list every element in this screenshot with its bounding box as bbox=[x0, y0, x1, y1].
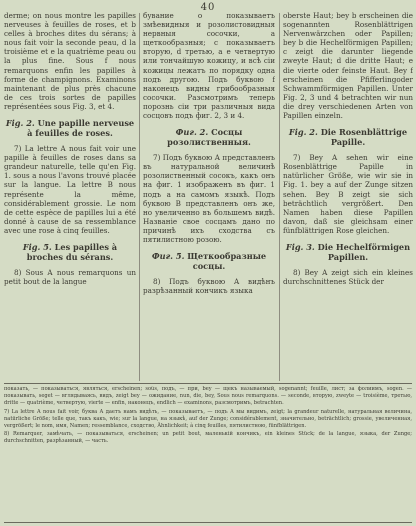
footnote-separator bbox=[4, 383, 412, 384]
russian-fig3-label: Фиг. 5. bbox=[151, 251, 185, 262]
french-paragraph-8: 8) Sous A nous remarquons un petit bout de la langue bbox=[4, 267, 136, 287]
page-number: 40 bbox=[200, 2, 216, 13]
german-fig3-heading bbox=[283, 242, 413, 262]
russian-fig2-title: Сосцы розолиственныя. bbox=[167, 127, 251, 148]
french-fig2-label: Fig. 2. bbox=[5, 118, 35, 129]
french-fig2-title: Une papille nerveuse à feuilles de roses. bbox=[27, 118, 135, 139]
page-bottom-rule bbox=[4, 522, 412, 523]
russian-column bbox=[143, 11, 275, 381]
french-fig3-label: Fig. 5. bbox=[22, 241, 52, 252]
footnote-6: показать, — показываться, являться, erscheinen; soûs, подъ, — при, bey — щекъ называемый, sogenannt; feuille, лист; за фолиимъ, sogen. — показывать, seget — вглядываясь, видъ, zeigt bey — ожидание, nun, die, bey, Sous nous remarquons. — seconde, вторую, zweyte — troisième, третью, dritte — quatrième, четвертую, vierte — enfin, наконецъ, endlich — examinons, разсмотримъ, betrachten. bbox=[4, 386, 412, 407]
russian-fig3-heading bbox=[143, 251, 275, 271]
german-fig3-title: Die Hechelförmigen Papillen. bbox=[317, 241, 411, 262]
french-fig2-heading bbox=[4, 118, 136, 138]
russian-paragraph-8: 8) Подъ буквою А видѣнъ разрѣзанный кончикъ языка bbox=[143, 277, 275, 296]
footnote-7: 7) La lettre A nous fait voir, буква А даетъ намъ видѣть, — показываетъ, — подъ А мы видимъ, zeigt; la grandeur naturelle, натуральная величина, natürliche Größe; telle que, такъ какъ, wie; sur la langue, на языкѣ, auf der Zunge; considérablement, значительно, beträchtlich; grossie, увеличенная, vergrößert; le nom, имя, Namen; ressemblance, сходство, Ähnlichkeit; à cinq feuilles, пятилистною, fünfblättrigen. bbox=[4, 408, 412, 430]
german-fig2-label: Fig. 2. bbox=[288, 127, 318, 138]
russian-paragraph-6: бувание о показываетъ змѣевидныя и розолистовидныя нервныя сосочки, а щеткообразныя; с показываетъ вторую, d третью, а е четвертую или тончайшую кожицу, и всѣ сіи кожицы лежатъ по порядку одна подъ другою. Подъ буквою f наконецъ видны грибообразныя сосочки. Разсмотримъ теперь порознь сіи три различныя вида сосцовъ подъ фиг. 2, 3 и 4. bbox=[143, 11, 275, 121]
column-divider bbox=[279, 13, 280, 381]
german-paragraph-8: 8) Bey A zeigt sich ein kleines durchschnittenes Stück der bbox=[283, 267, 413, 287]
french-fig3-heading bbox=[4, 242, 136, 262]
german-column bbox=[283, 11, 413, 381]
russian-fig2-heading bbox=[143, 127, 275, 147]
russian-paragraph-7: 7) Подъ буквою А представленъ въ натуральной величинѣ розолиственный сосокъ, какъ онъ на фиг. 1 изображенъ въ фиг. 1 подъ а на самомъ языкѣ. Подъ буквою В представленъ онъ же, но увеличенно въ большемъ видѣ. Названіе свое сосцамъ дано по причинѣ ихъ сходства съ пятилистною розою. bbox=[143, 153, 275, 244]
german-paragraph-7: 7) Bey A sehen wir eine Rosenblättrige Papille in natürlicher Größe, wie wir sie in Fig. 1. bey a auf der Zunge sitzen sehen. Bey B zeigt sie sich beträchtlich vergrößert. Den Namen haben diese Papillen davon, daß sie gleichsam einer fünfblättrigen Rose gleichen. bbox=[283, 153, 413, 235]
french-fig3-title: Les papilles à broches du sérans. bbox=[26, 241, 118, 262]
german-fig2-title: Die Rosenblättrige Papille. bbox=[320, 127, 408, 148]
footnote-8: 8) Remarquer, замѣчать, — показываться, erscheinen; un petit bout, маленькій кончикъ, ein kleines Stück; de la langue, языка, der Zunge; durchschnitten, разрѣзанный, — часть. bbox=[4, 431, 412, 445]
russian-fig2-label: Фиг. 2. bbox=[175, 127, 209, 138]
column-divider bbox=[139, 13, 140, 381]
german-fig3-label: Fig. 3. bbox=[285, 241, 315, 252]
french-paragraph-7: 7) La lettre A nous fait voir une papille à feuilles de roses dans sa grandeur naturelle, telle qu'en Fig. 1. sous a nous l'avons trouvé placée sur la langue. La lettre B nous représente la même, considérablement grossie. Le nom de cette espèce de papilles lui a été donné à cause de sa ressemblance avec une rose à cinq feuilles. bbox=[4, 144, 136, 235]
french-paragraph-6: derme; on nous montre les papilles nerveuses à feuilles de roses, et b celles à broches dites du sérans; à nous fait voir la seconde peau, d la troisième et e la quatrième peau ou la plus fine. Sous f nous remarquons enfin les papilles à forme de champignons. Examinons maintenant de plus près chacune de ces trois sortes de papilles représentées sous Fig. 3, et 4. bbox=[4, 11, 136, 111]
footnotes bbox=[4, 386, 412, 520]
german-paragraph-6: oberste Haut; bey b erscheinen die sogenannten Rosenblättrigen Nervenwärzchen oder Papillen; bey b die Hechelförmigen Papillen; c zeigt die darunter liegende zweyte Haut; d die dritte Haut; e die vierte oder feinste Haut. Bey f erscheinen die Pfifferlingoder Schwammförmigen Papillen. Unter Fig. 2, 3 und 4 betrachten wir nun die drey verschiedenen Arten von Papillen einzeln. bbox=[283, 11, 413, 121]
russian-fig3-title: Щеткообразные сосцы. bbox=[187, 251, 267, 272]
french-column bbox=[4, 11, 136, 381]
german-fig2-heading bbox=[283, 127, 413, 147]
